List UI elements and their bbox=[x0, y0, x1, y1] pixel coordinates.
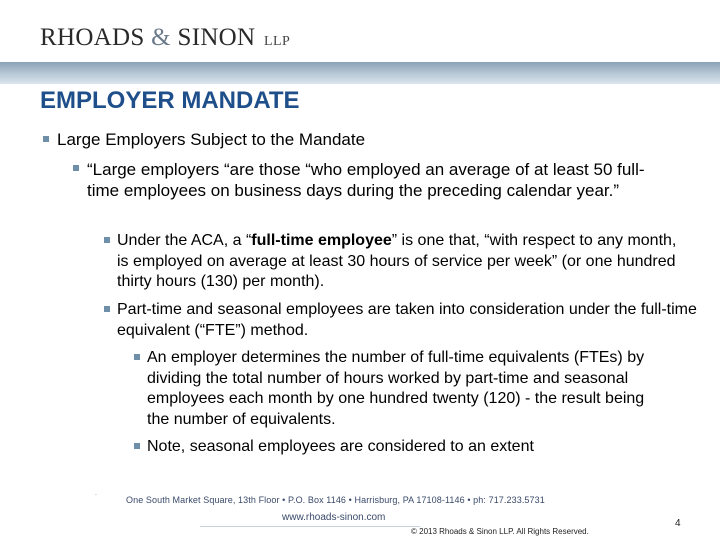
bullet-text-after: ” is one that, “with respect to any month, is employed on average at least 30 hours of service per week” (or one hundred thirty hours (130) per month). bbox=[117, 232, 677, 290]
bullet-level-4 bbox=[147, 348, 657, 430]
bullet-text: An employer determines the number of full-time equivalents (FTEs) by dividing the total number of hours worked by part-time and seasonal employees each month by one hundred twenty (120) - the result being the number of equivalents. bbox=[147, 349, 645, 428]
bullet-text: Part-time and seasonal employees are taken into consideration under the full-time equivalent (“FTE”) method. bbox=[117, 301, 697, 339]
firm-ampersand: & bbox=[151, 24, 171, 51]
footer-address: One South Market Square, 13th Floor • P.O. Box 1146 • Harrisburg, PA 17108-1146 • ph: 717.233.5731 bbox=[126, 495, 545, 505]
bullet-text-before: Under the ACA, a “ bbox=[117, 232, 252, 249]
firm-suffix: LLP bbox=[263, 34, 291, 49]
bullet-level-4 bbox=[147, 437, 667, 458]
square-bullet-icon bbox=[43, 136, 49, 142]
square-bullet-icon bbox=[134, 354, 140, 360]
slide-title: EMPLOYER MANDATE bbox=[40, 87, 300, 114]
copyright-notice: © 2013 Rhoads & Sinon LLP. All Rights Reserved. bbox=[411, 527, 589, 536]
bullet-level-3 bbox=[117, 300, 697, 341]
bullet-level-3 bbox=[117, 231, 687, 293]
square-bullet-icon bbox=[73, 165, 79, 171]
square-bullet-icon bbox=[104, 237, 110, 243]
square-bullet-icon bbox=[104, 306, 110, 312]
page-number: 4 bbox=[675, 518, 681, 529]
bullet-text: Large Employers Subject to the Mandate bbox=[57, 130, 366, 149]
bullet-emphasis: full-time employee bbox=[251, 232, 392, 249]
footer-divider bbox=[200, 526, 420, 527]
bullet-text: “Large employers “are those “who employed an average of at least 50 full-time employees on business days during the preceding calendar year.” bbox=[87, 160, 645, 200]
footer-website: www.rhoads-sinon.com bbox=[282, 512, 386, 523]
firm-name-part2: SINON bbox=[177, 24, 256, 51]
bullet-level-1 bbox=[57, 130, 657, 151]
bullet-level-2 bbox=[87, 159, 667, 201]
bullet-text: Note, seasonal employees are considered to an extent bbox=[147, 438, 534, 455]
header-bar bbox=[0, 62, 720, 84]
firm-logo bbox=[40, 24, 290, 52]
firm-name-part1: RHOADS bbox=[40, 24, 145, 51]
footer-dot: ˙ bbox=[95, 493, 98, 502]
square-bullet-icon bbox=[134, 443, 140, 449]
